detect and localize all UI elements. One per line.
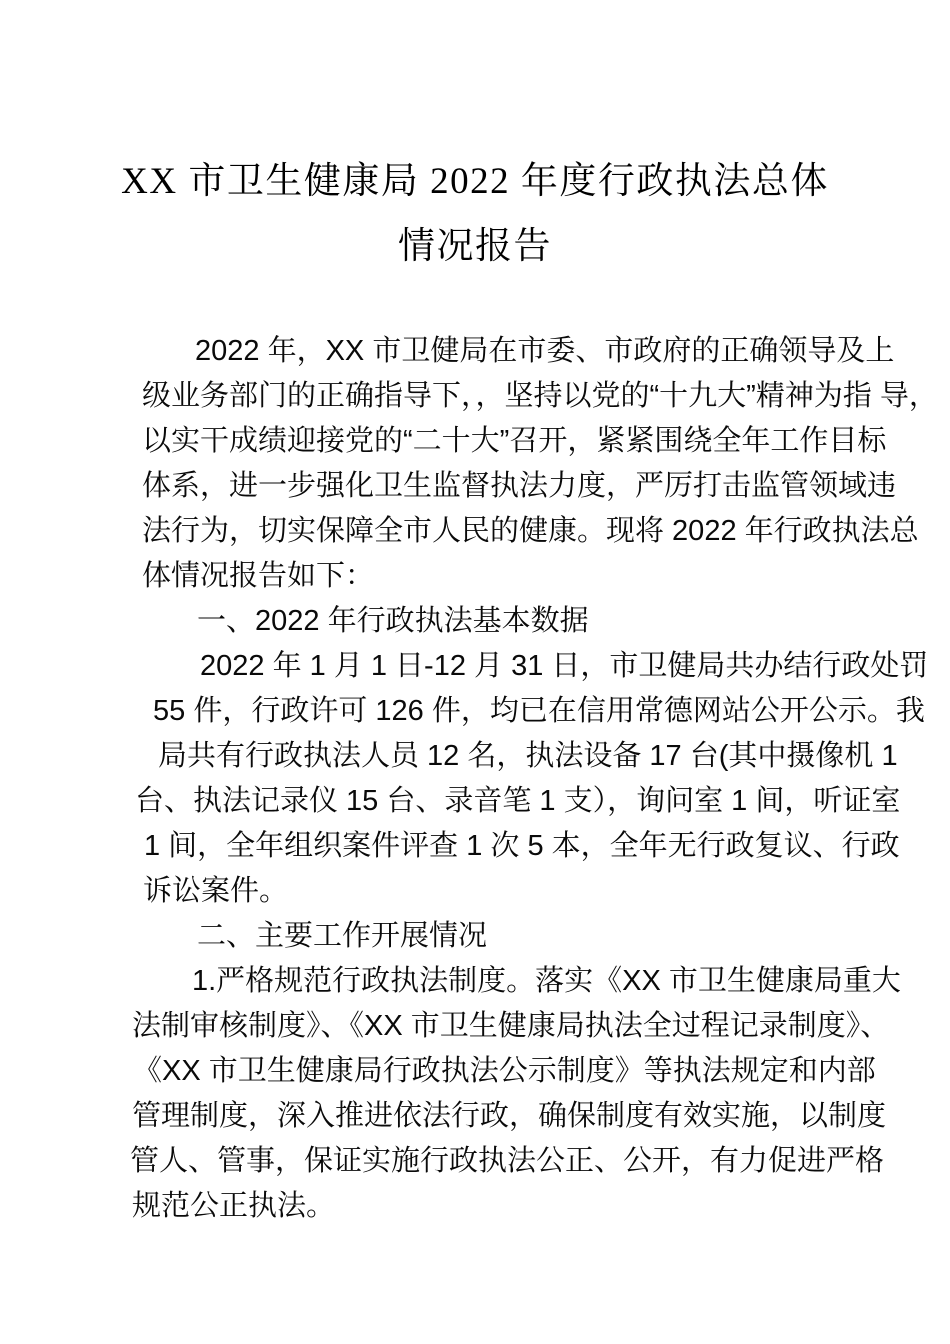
- paragraph-3-line: 管人、管事，保证实施行政执法公正、公开，有力促进严格: [130, 1145, 885, 1177]
- section-heading-1: 一、2022 年行政执法基本数据: [197, 605, 589, 637]
- document-body: [130, 329, 938, 1229]
- document-title: [0, 149, 950, 279]
- paragraph-1-line: 级业务部门的正确指导下，，坚持以党的“十九大”精神为指 导，: [142, 380, 938, 412]
- paragraph-2-line: 1 间，全年组织案件评查 1 次 5 本，全年无行政复议、行政: [144, 830, 900, 862]
- section-heading-2: 二、主要工作开展情况: [197, 920, 488, 952]
- paragraph-1-line: 以实干成绩迎接党的“二十大”召开，紧紧围绕全年工作目标: [142, 425, 887, 457]
- paragraph-3-line: 1.严格规范行政执法制度。落实《XX 市卫生健康局重大: [192, 965, 901, 997]
- document-title-line-2: 情况报告: [398, 226, 552, 267]
- paragraph-2-line: 55 件，行政许可 126 件，均已在信用常德网站公开公示。我: [153, 695, 925, 727]
- document-title-line-1: XX 市卫生健康局 2022 年度行政执法总体: [121, 161, 829, 202]
- paragraph-2-line: 诉讼案件。: [143, 875, 289, 907]
- paragraph-2-line: 2022 年 1 月 1 日-12 月 31 日，市卫健局共办结行政处罚: [200, 650, 929, 682]
- paragraph-1-line: 体情况报告如下：: [142, 560, 375, 592]
- paragraph-2-line: 局共有行政执法人员 12 名，执法设备 17 台(其中摄像机 1: [158, 740, 898, 772]
- paragraph-1-line: 法行为，切实保障全市人民的健康。现将 2022 年行政执法总: [142, 515, 919, 547]
- paragraph-1-line: 体系，进一步强化卫生监督执法力度，严厉打击监管领域违: [142, 470, 897, 502]
- paragraph-3-line: 《XX 市卫生健康局行政执法公示制度》等执法规定和内部: [133, 1055, 876, 1087]
- paragraph-3-line: 法制审核制度》、《XX 市卫生健康局执法全过程记录制度》、: [132, 1010, 890, 1042]
- paragraph-1-line: 2022 年，XX 市卫健局在市委、市政府的正确领导及上: [195, 335, 895, 367]
- paragraph-2-line: 台、执法记录仪 15 台、录音笔 1 支），询问室 1 间，听证室: [135, 785, 901, 817]
- paragraph-3-line: 管理制度，深入推进依法行政，确保制度有效实施，以制度: [132, 1100, 887, 1132]
- paragraph-3-line: 规范公正执法。: [132, 1190, 336, 1222]
